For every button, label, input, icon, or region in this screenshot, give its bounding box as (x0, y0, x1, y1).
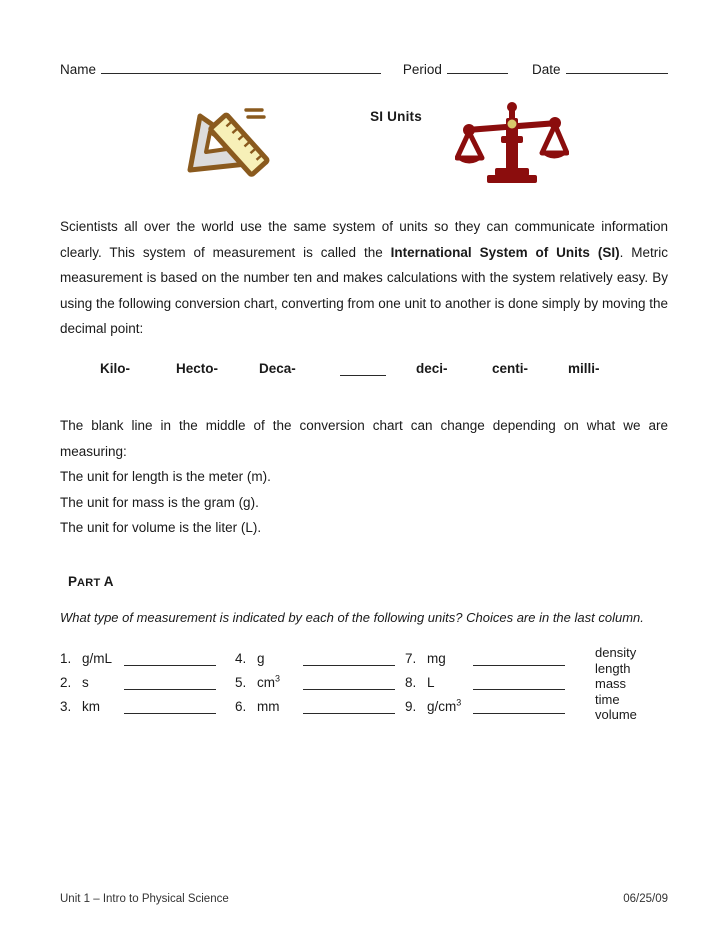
question-row (235, 697, 425, 721)
prefix-base-blank[interactable] (340, 374, 386, 376)
question-column-2 (235, 649, 425, 721)
question-row (235, 673, 425, 697)
answer-blank-1[interactable] (124, 664, 216, 666)
question-unit: mm (257, 699, 280, 714)
student-info-row (60, 62, 668, 77)
question-row (60, 697, 250, 721)
question-number: 7. (405, 651, 417, 666)
prefix-deci: deci- (416, 361, 448, 376)
page-title: SI Units (370, 109, 422, 124)
question-unit: g (257, 651, 265, 666)
part-a-heading-art: ART (77, 577, 101, 589)
answer-blank-9[interactable] (473, 712, 565, 714)
conversion-chart-row (60, 361, 668, 383)
question-unit: mg (427, 651, 446, 666)
date-label: Date (531, 62, 561, 77)
choices-column (595, 645, 705, 723)
question-row (60, 649, 250, 673)
answer-blank-3[interactable] (124, 712, 216, 714)
intro-text-1: Scientists all over the world use the same system of units so they can communicate information clearly. This system of measurement is called the (60, 219, 668, 260)
answer-blank-6[interactable] (303, 712, 395, 714)
prefix-hecto: Hecto- (176, 361, 219, 376)
unit-volume-line: The unit for volume is the liter (L). (60, 520, 262, 535)
page-footer (60, 893, 668, 905)
date-blank[interactable] (566, 62, 668, 74)
prefix-milli: milli- (568, 361, 600, 376)
question-number: 2. (60, 675, 72, 690)
part-a-heading (68, 574, 114, 589)
period-blank[interactable] (447, 62, 508, 74)
question-column-3 (405, 649, 595, 721)
choice-item: time (595, 691, 620, 707)
question-number: 6. (235, 699, 247, 714)
answer-blank-5[interactable] (303, 688, 395, 690)
question-unit: s (82, 675, 89, 690)
choice-item: density (595, 645, 637, 660)
question-column-1 (60, 649, 250, 721)
question-unit: $cm^3$ (257, 673, 281, 690)
footer-unit-label: Unit 1 – Intro to Physical Science (60, 893, 229, 905)
question-number: 1. (60, 651, 72, 666)
question-row (405, 673, 595, 697)
balance-scale-icon (455, 98, 569, 186)
part-a-instruction: What type of measurement is indicated by each of the following units? Choices are in the last column. (60, 610, 644, 625)
answer-blank-8[interactable] (473, 688, 565, 690)
question-row (235, 649, 425, 673)
question-unit: km (82, 699, 100, 714)
rulers-triangle-icon (170, 100, 280, 184)
prefix-deca: Deca- (259, 361, 296, 376)
footer-date: 06/25/09 (623, 893, 668, 905)
answer-blank-7[interactable] (473, 664, 565, 666)
question-number: 3. (60, 699, 72, 714)
question-unit: L (427, 675, 435, 690)
intro-text-2: . Metric measurement is based on the number ten and makes calculations with the system relatively easy. By using the following conversion chart, converting from one unit to another is done simply by moving the decimal point: (60, 244, 668, 336)
question-unit: g/mL (82, 651, 113, 666)
question-number: 5. (235, 675, 247, 690)
choice-item: volume (595, 707, 637, 722)
unit-length-line: The unit for length is the meter (m). (60, 469, 271, 484)
unit-mass-line: The unit for mass is the gram (g). (60, 494, 259, 510)
choice-item: length (595, 660, 631, 676)
answer-blank-4[interactable] (303, 664, 395, 666)
name-blank[interactable] (101, 62, 381, 74)
answer-blank-2[interactable] (124, 688, 216, 690)
question-unit: $g/cm^3$ (427, 697, 462, 714)
part-a-heading-p: P (68, 574, 78, 589)
question-row (60, 673, 250, 697)
explanation-text: The blank line in the middle of the conversion chart can change depending on what we are measuring: (60, 418, 668, 459)
name-label: Name (60, 62, 97, 77)
intro-bold-term: International System of Units (SI) (390, 244, 620, 260)
prefix-centi: centi- (492, 361, 529, 376)
question-row (405, 697, 595, 721)
part-a-heading-a: A (100, 574, 114, 589)
prefix-kilo: Kilo- (100, 361, 130, 376)
question-number: 8. (405, 675, 417, 690)
choice-item: mass (595, 676, 627, 691)
question-number: 9. (405, 699, 417, 714)
explanation-block (60, 413, 668, 541)
intro-paragraph (60, 214, 668, 342)
question-grid (60, 645, 670, 731)
question-row (405, 649, 595, 673)
title-and-icons-band (60, 96, 668, 188)
period-label: Period (402, 62, 442, 77)
question-number: 4. (235, 651, 247, 666)
